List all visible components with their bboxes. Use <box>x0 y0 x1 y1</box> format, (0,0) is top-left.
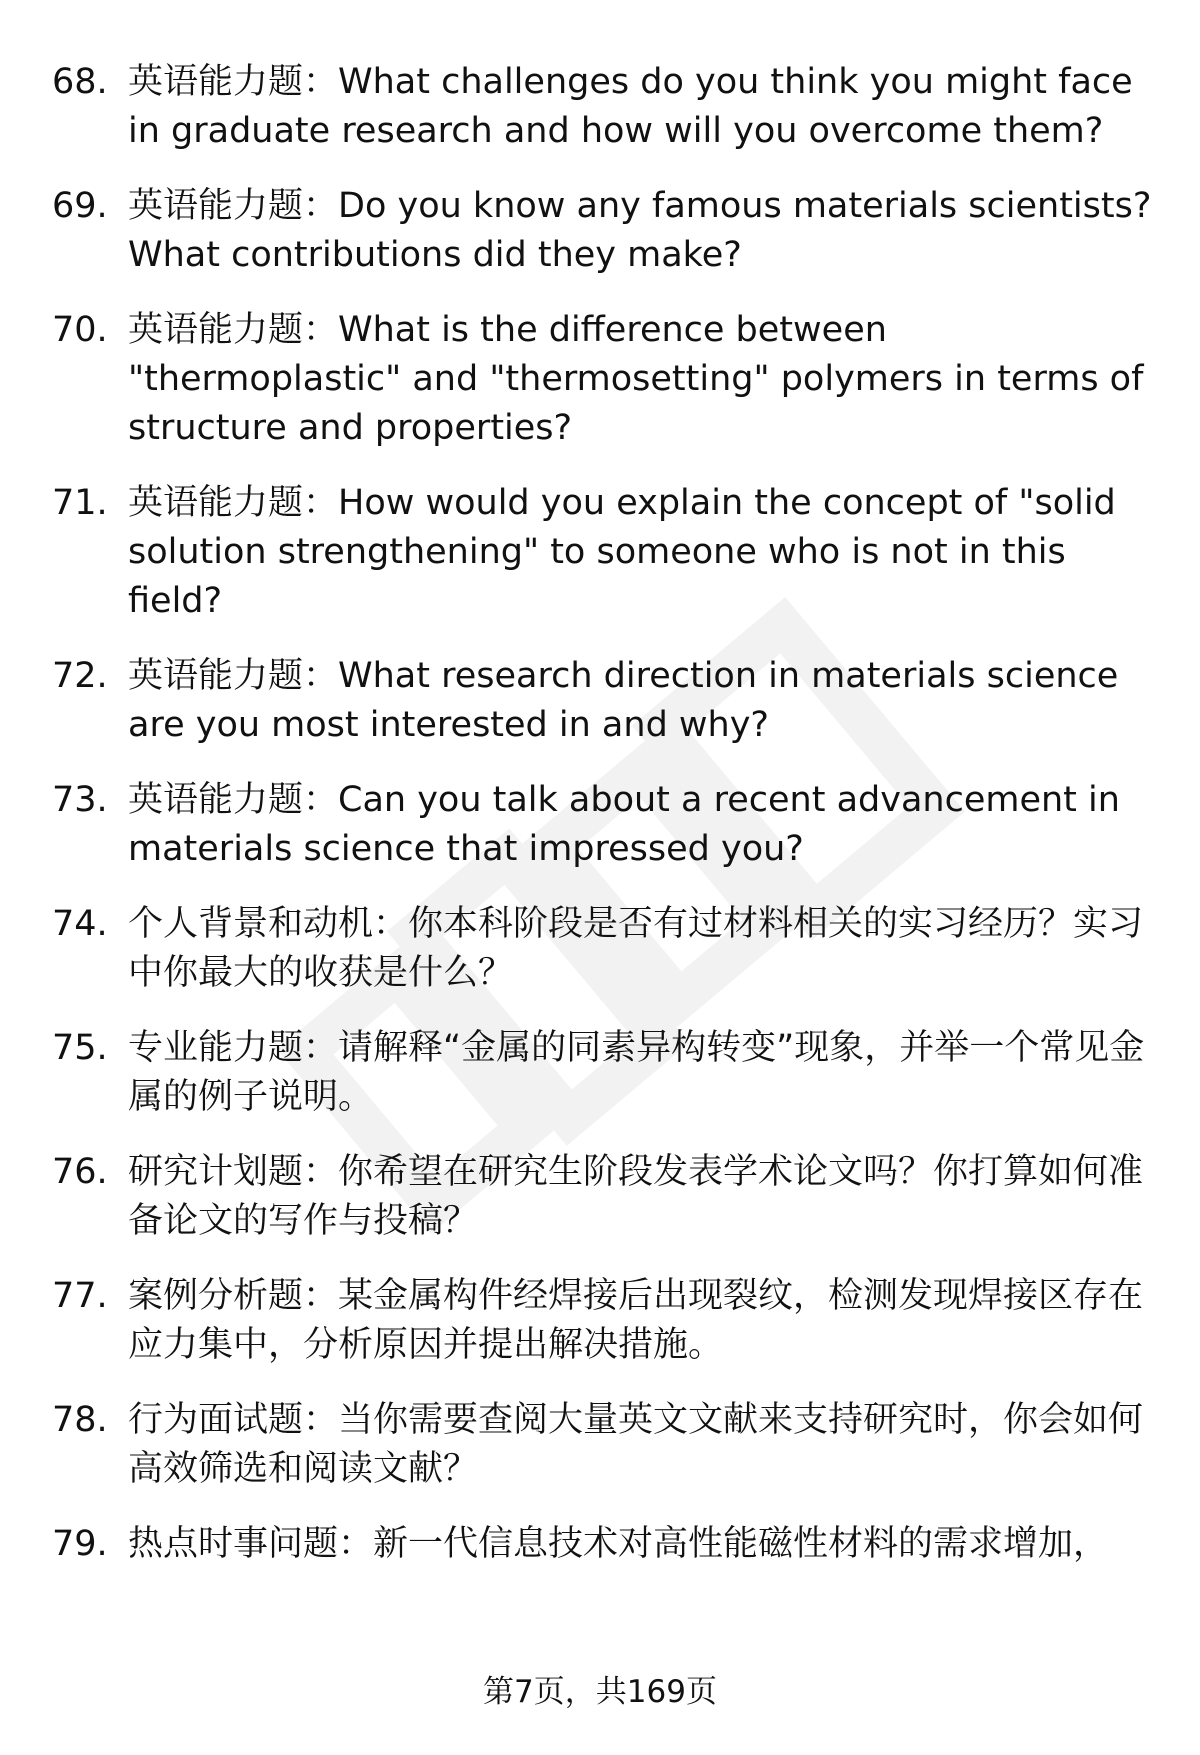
question-item-76 <box>52 1148 1152 1246</box>
question-item-78 <box>52 1396 1152 1494</box>
question-item-73 <box>52 776 1152 874</box>
question-item-68 <box>52 58 1152 156</box>
question-text: 个人背景和动机：你本科阶段是否有过材料相关的实习经历？实习中你最大的收获是什么？ <box>128 904 1144 993</box>
question-item-75 <box>52 1024 1152 1122</box>
question-number: 75. <box>52 1028 108 1068</box>
question-text: 行为面试题：当你需要查阅大量英文文献来支持研究时，你会如何高效筛选和阅读文献？ <box>128 1400 1144 1489</box>
question-number: 73. <box>52 780 108 820</box>
question-text: 英语能力题：What challenges do you think you might face in graduate research and how will you overcome them? <box>128 62 1133 151</box>
question-item-74 <box>52 900 1152 998</box>
question-item-79 <box>52 1520 1152 1569</box>
page-footer <box>0 1672 1200 1712</box>
question-number: 74. <box>52 904 108 944</box>
page-number-label: 第7页，共169页 <box>483 1674 717 1710</box>
question-list <box>52 58 1152 1595</box>
question-item-77 <box>52 1272 1152 1370</box>
question-number: 76. <box>52 1152 108 1192</box>
question-number: 72. <box>52 656 108 696</box>
question-number: 78. <box>52 1400 108 1440</box>
question-text: 英语能力题：What research direction in materials science are you most interested in and why? <box>128 656 1119 745</box>
question-item-70 <box>52 306 1152 453</box>
question-item-71 <box>52 479 1152 626</box>
question-number: 77. <box>52 1276 108 1316</box>
question-text: 英语能力题：Do you know any famous materials scientists? What contributions did they make? <box>128 186 1152 275</box>
question-text: 案例分析题：某金属构件经焊接后出现裂纹，检测发现焊接区存在应力集中，分析原因并提出解决措施。 <box>128 1276 1144 1365</box>
question-text: 研究计划题：你希望在研究生阶段发表学术论文吗？你打算如何准备论文的写作与投稿？ <box>128 1152 1144 1241</box>
question-text: 英语能力题：Can you talk about a recent advancement in materials science that impressed you? <box>128 780 1120 869</box>
question-number: 69. <box>52 186 108 226</box>
question-number: 79. <box>52 1524 108 1564</box>
question-text: 热点时事问题：新一代信息技术对高性能磁性材料的需求增加， <box>128 1524 1109 1564</box>
question-item-69 <box>52 182 1152 280</box>
question-item-72 <box>52 652 1152 750</box>
question-text: 英语能力题：What is the difference between "thermoplastic" and "thermosetting" polymers in terms of structure and properties? <box>128 310 1144 448</box>
question-text: 英语能力题：How would you explain the concept of "solid solution strengthening" to someone who is not in this field? <box>128 483 1116 621</box>
question-number: 68. <box>52 62 108 102</box>
question-number: 71. <box>52 483 108 523</box>
question-number: 70. <box>52 310 108 350</box>
question-text: 专业能力题：请解释“金属的同素异构转变”现象，并举一个常见金属的例子说明。 <box>128 1028 1145 1117</box>
